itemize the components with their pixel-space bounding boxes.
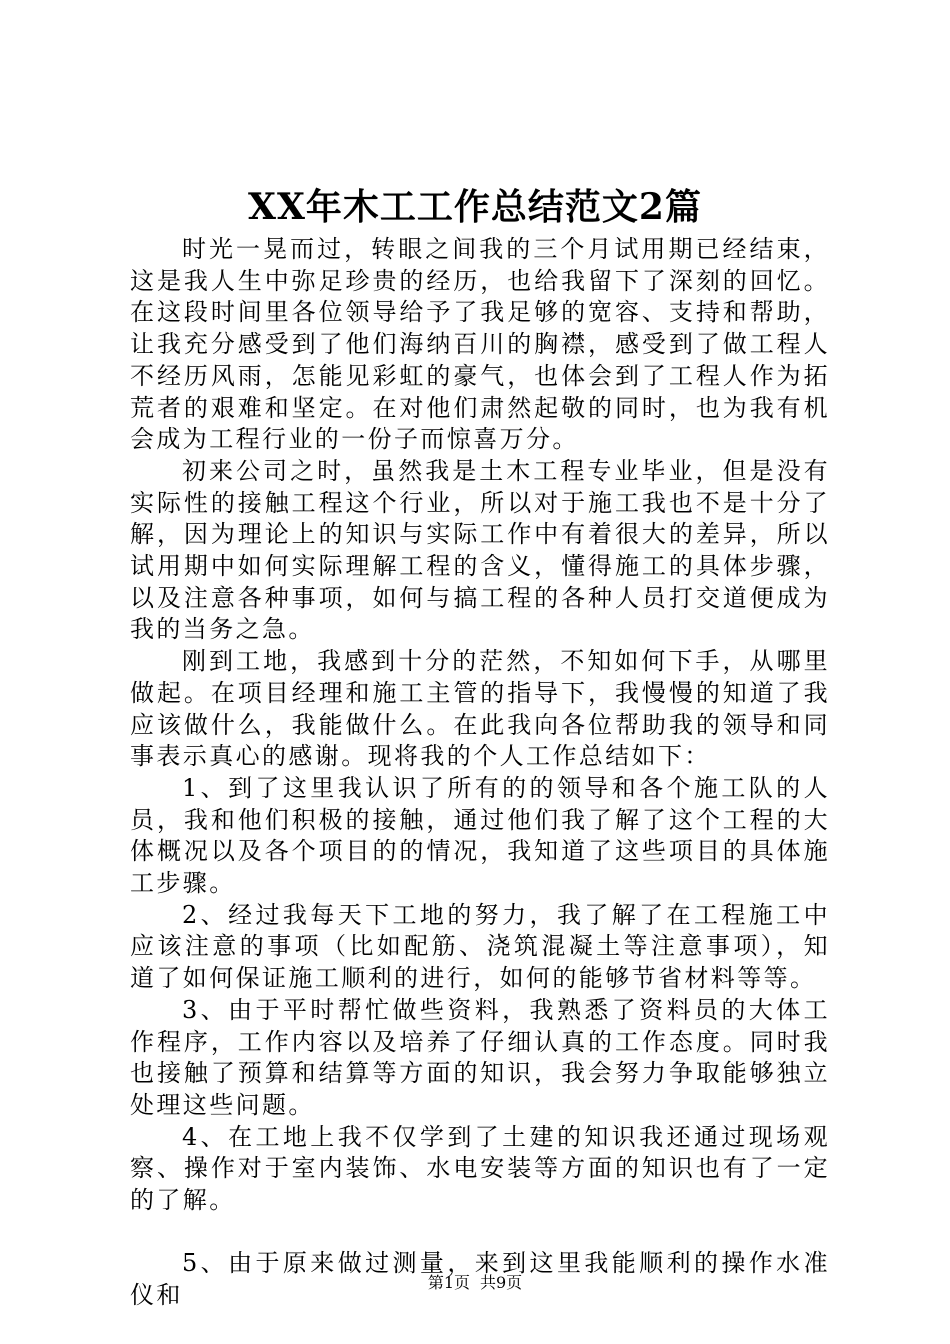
paragraph: 初来公司之时，虽然我是土木工程专业毕业，但是没有实际性的接触工程这个行业，所以对于施工我也不是十分了解，因为理论上的知识与实际工作中有着很大的差异，所以试用期中如何实际理解工程的含义，懂得施工的具体步骤，以及注意各种事项，如何与搞工程的各种人员打交道便成为我的当务之急。 — [130, 456, 830, 644]
paragraph: 3、由于平时帮忙做些资料，我熟悉了资料员的大体工作程序，工作内容以及培养了仔细认真的工作态度。同时我也接触了预算和结算等方面的知识，我会努力争取能够独立处理这些问题。 — [130, 995, 830, 1119]
page-number: 第1页 — [427, 1273, 470, 1292]
paragraph: 2、经过我每天下工地的努力，我了解了在工程施工中应该注意的事项（比如配筋、浇筑混凝土等注意事项），知道了如何保证施工顺利的进行，如何的能够节省材料等等。 — [130, 900, 830, 993]
document-title: XX年木工工作总结范文2篇 — [248, 186, 702, 228]
paragraph: 5、由于原来做过测量，来到这里我能顺利的操作水准仪和 — [130, 1249, 830, 1310]
paragraph: 时光一晃而过，转眼之间我的三个月试用期已经结束，这是我人生中弥足珍贵的经历，也给我留下了深刻的回忆。在这段时间里各位领导给予了我足够的宽容、支持和帮助，让我充分感受到了他们海纳百川的胸襟，感受到了做工程人不经历风雨，怎能见彩虹的豪气，也体会到了工程人作为拓荒者的艰难和坚定。在对他们肃然起敬的同时，也为我有机会成为工程行业的一份子而惊喜万分。 — [130, 235, 830, 454]
paragraph: 4、在工地上我不仅学到了土建的知识我还通过现场观察、操作对于室内装饰、水电安装等方面的知识也有了一定的了解。 — [130, 1122, 830, 1215]
page-total: 共9页 — [480, 1273, 523, 1292]
paragraph: 刚到工地，我感到十分的茫然，不知如何下手，从哪里做起。在项目经理和施工主管的指导下，我慢慢的知道了我应该做什么，我能做什么。在此我向各位帮助我的领导和同事表示真心的感谢。现将我的个人工作总结如下： — [130, 647, 830, 771]
document-body — [130, 234, 830, 1312]
paragraph: 1、到了这里我认识了所有的的领导和各个施工队的人员，我和他们积极的接触，通过他们我了解了这个工程的大体概况以及各个项目的的情况，我知道了这些项目的具体施工步骤。 — [130, 773, 830, 898]
page-footer — [0, 1272, 950, 1294]
